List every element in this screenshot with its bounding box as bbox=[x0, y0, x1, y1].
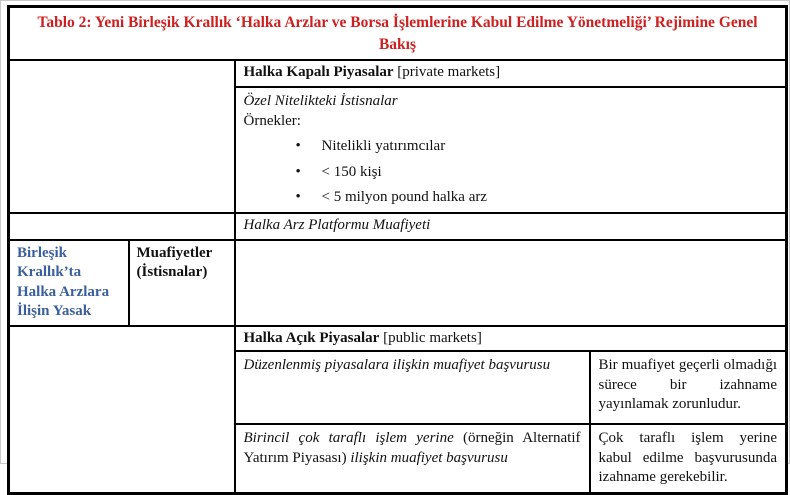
regulated-markets-application-cell: Düzenlenmiş piyasalara ilişkin muafiyet başvurusu bbox=[235, 351, 590, 424]
empty-spacer-cell bbox=[235, 240, 787, 326]
example-text: < 5 milyon pound halka arz bbox=[321, 189, 488, 206]
public-markets-heading-row bbox=[9, 326, 787, 352]
platform-exemption-cell: Halka Arz Platformu Muafiyeti bbox=[235, 213, 787, 240]
private-markets-heading-note: [private markets] bbox=[397, 64, 501, 81]
example-item-5m-pound bbox=[244, 188, 778, 208]
example-text: Nitelikli yatırımcılar bbox=[321, 138, 446, 155]
table-title-row bbox=[9, 7, 787, 61]
regulated-markets-result-cell: Bir muafiyet geçerli olmadığı sürece bir izahname yayınlamak zorunludur. bbox=[590, 351, 787, 424]
exemptions-label-line1: Muafiyetler bbox=[136, 244, 213, 261]
ban-exemptions-row bbox=[9, 240, 787, 326]
bullet-icon: • bbox=[295, 138, 301, 155]
private-markets-heading-row bbox=[9, 60, 787, 87]
table-title bbox=[9, 7, 787, 61]
left-filler-bottom-cell bbox=[9, 326, 235, 494]
primary-mtf-application-regular: (örneğin Alternatif Yatırım Piyasası) bbox=[243, 430, 581, 466]
primary-mtf-application-italic-1: Birincil çok taraflı işlem yerine bbox=[243, 430, 454, 447]
example-item-qualified-investors bbox=[244, 137, 778, 157]
primary-mtf-application-cell bbox=[235, 424, 590, 493]
left-filler-platform-cell bbox=[9, 213, 235, 240]
example-text: < 150 kişi bbox=[321, 163, 382, 180]
qualified-exemptions-cell bbox=[235, 87, 787, 213]
qualified-exemptions-title: Özel Nitelikteki İstisnalar bbox=[243, 93, 398, 110]
ban-label-cell: Birleşik Krallık’ta Halka Arzlara İlişin Yasak bbox=[9, 240, 129, 326]
primary-mtf-application-italic-2: ilişkin muafiyet başvurusu bbox=[350, 449, 508, 466]
public-markets-heading-cell bbox=[235, 326, 787, 352]
private-markets-heading-cell bbox=[235, 60, 787, 87]
primary-mtf-result-cell: Çok taraflı işlem yerine kabul edilme başvurusunda izahname gerekebilir. bbox=[590, 424, 787, 493]
examples-label: Örnekler: bbox=[243, 112, 301, 129]
example-item-150-persons bbox=[244, 163, 778, 183]
platform-exemption-row bbox=[9, 213, 787, 240]
public-markets-heading-note: [public markets] bbox=[383, 329, 482, 346]
left-filler-top-cell bbox=[9, 60, 235, 213]
regime-overview-table bbox=[7, 5, 788, 495]
public-markets-heading-bold: Halka Açık Piyasalar bbox=[243, 329, 380, 346]
exemptions-label-line2: (İstisnalar) bbox=[136, 264, 208, 281]
bullet-icon: • bbox=[295, 163, 301, 180]
private-markets-heading-bold: Halka Kapalı Piyasalar bbox=[243, 64, 394, 81]
exemptions-label-cell bbox=[129, 240, 235, 326]
table-title-text: Tablo 2: Yeni Birleşik Krallık ‘Halka Arzlar ve Borsa İşlemlerine Kabul Edilme Yönetmeliği’ Rejimine Genel Bakış bbox=[37, 14, 758, 53]
bullet-icon: • bbox=[295, 189, 301, 206]
